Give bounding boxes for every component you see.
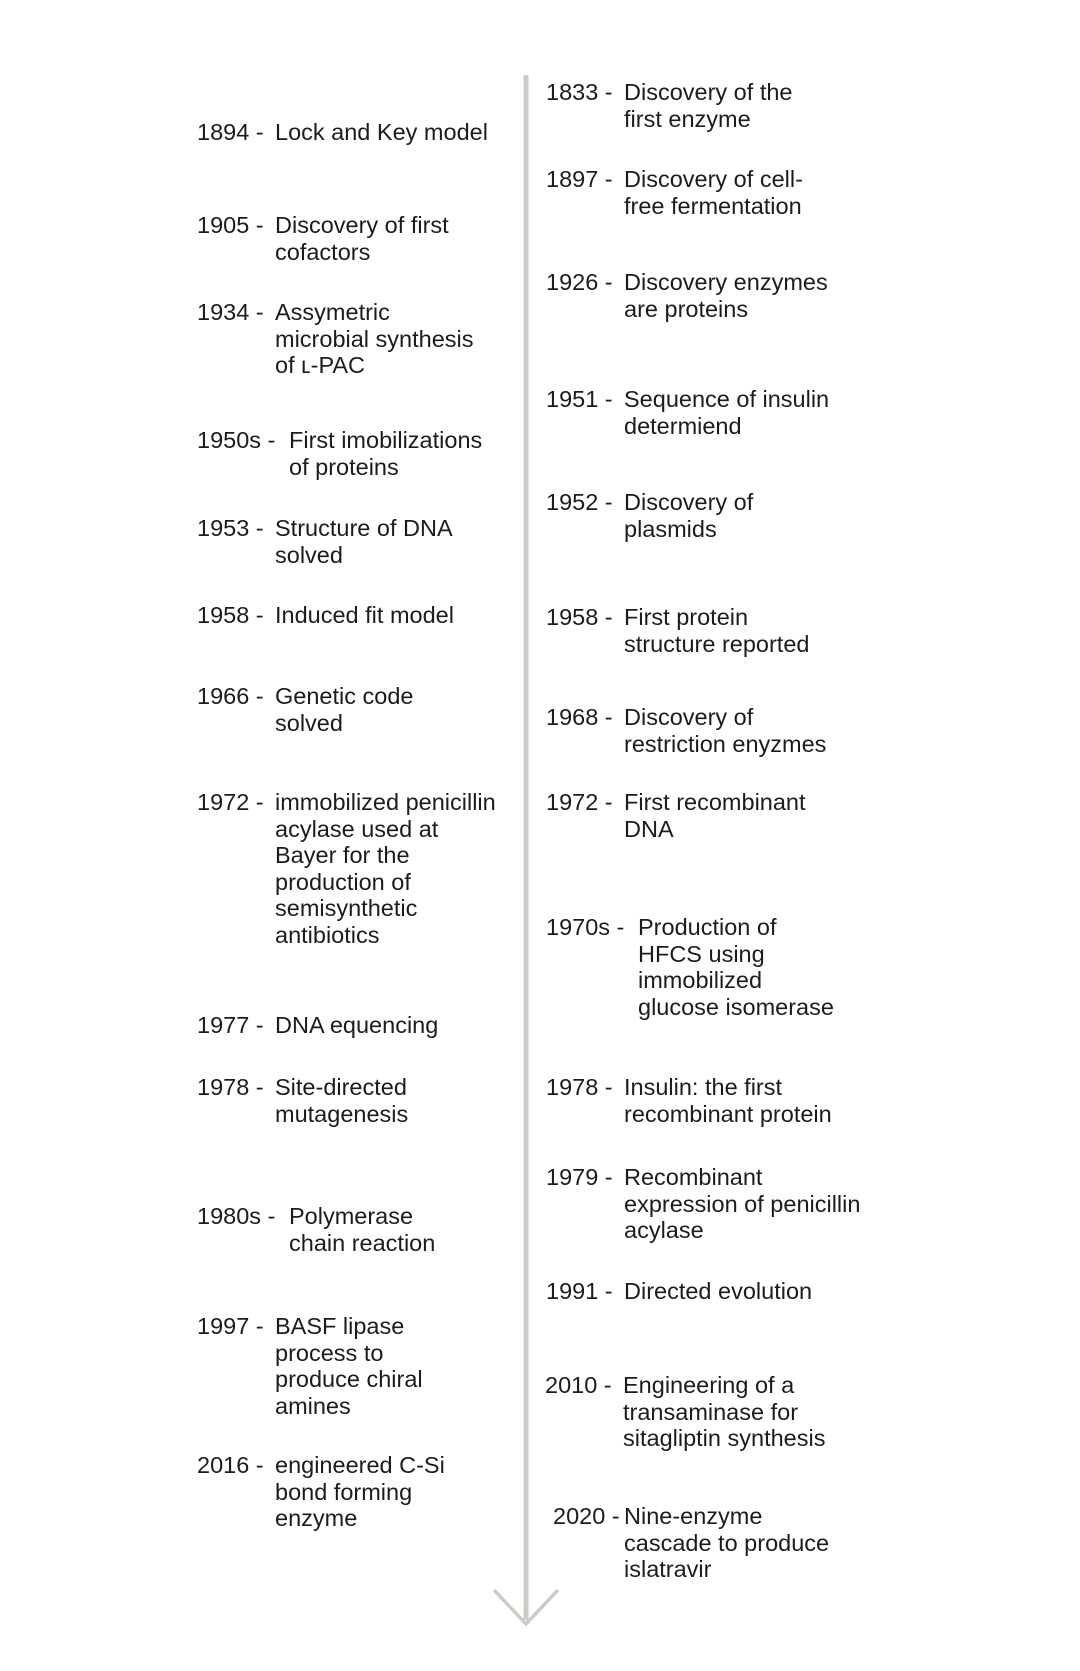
right-event	[553, 1503, 829, 1583]
event-description: First protein structure reported	[624, 604, 810, 657]
right-event	[546, 79, 792, 132]
left-event	[197, 1012, 438, 1039]
event-year: 1972 -	[197, 789, 271, 815]
event-year: 1966 -	[197, 683, 271, 709]
event-year: 1953 -	[197, 515, 271, 541]
event-year: 1997 -	[197, 1313, 271, 1339]
event-description: Sequence of insulin determiend	[624, 386, 830, 439]
event-year: 1897 -	[546, 166, 620, 192]
event-year: 2020 -	[553, 1503, 627, 1529]
event-description: Directed evolution	[624, 1278, 813, 1304]
event-description: BASF lipase process to produce chiral amines	[275, 1313, 423, 1419]
event-description: Insulin: the first recombinant protein	[624, 1074, 832, 1127]
right-event	[546, 269, 828, 322]
left-event	[197, 789, 496, 948]
event-description: Discovery of cell- free fermentation	[624, 166, 803, 219]
left-event	[197, 683, 413, 736]
event-year: 1977 -	[197, 1012, 271, 1038]
event-year: 1968 -	[546, 704, 620, 730]
event-description: First imobilizations of proteins	[289, 427, 483, 480]
event-description: Assymetric microbial synthesis of ʟ-PAC	[275, 299, 474, 378]
event-year: 1978 -	[546, 1074, 620, 1100]
right-event	[546, 704, 826, 757]
event-description: Discovery of restriction enyzmes	[624, 704, 827, 757]
event-description: Site-directed mutagenesis	[275, 1074, 409, 1127]
event-year: 2016 -	[197, 1452, 271, 1478]
left-event	[197, 602, 454, 629]
event-description: Engineering of a transaminase for sitagliptin synthesis	[623, 1372, 826, 1451]
event-description: Nine-enzyme cascade to produce islatravir	[624, 1503, 830, 1582]
left-event	[197, 1452, 445, 1532]
event-year: 1972 -	[546, 789, 620, 815]
right-event	[546, 914, 834, 1020]
left-event	[197, 515, 453, 568]
event-description: DNA equencing	[275, 1012, 439, 1038]
event-description: Discovery of the first enzyme	[624, 79, 793, 132]
left-event	[197, 299, 474, 379]
event-year: 1833 -	[546, 79, 620, 105]
event-description: immobilized penicillin acylase used at Bayer for the production of semisynthetic antibiotics	[275, 789, 496, 948]
event-year: 1950s -	[197, 427, 282, 453]
right-event	[546, 386, 829, 439]
event-year: 1951 -	[546, 386, 620, 412]
event-year: 1952 -	[546, 489, 620, 515]
event-year: 1894 -	[197, 119, 271, 145]
right-event	[546, 1074, 832, 1127]
event-description: Recombinant expression of penicillin acylase	[624, 1164, 861, 1243]
right-event	[546, 1164, 860, 1244]
event-description: engineered C-Si bond forming enzyme	[275, 1452, 445, 1531]
event-description: Discovery enzymes are proteins	[624, 269, 828, 322]
event-description: Lock and Key model	[275, 119, 488, 145]
event-year: 1958 -	[197, 602, 271, 628]
right-event	[546, 166, 803, 219]
event-description: Production of HFCS using immobilized glucose isomerase	[638, 914, 834, 1020]
left-event	[197, 1313, 423, 1419]
event-description: Genetic code solved	[275, 683, 414, 736]
event-description: First recombinant DNA	[624, 789, 806, 842]
left-event	[197, 1074, 408, 1127]
event-year: 1980s -	[197, 1203, 282, 1229]
left-event	[197, 212, 449, 265]
event-description: Polymerase chain reaction	[289, 1203, 436, 1256]
event-year: 1991 -	[546, 1278, 620, 1304]
right-event	[546, 1278, 812, 1305]
event-year: 1979 -	[546, 1164, 620, 1190]
right-event	[545, 1372, 825, 1452]
right-event	[546, 604, 809, 657]
event-year: 1934 -	[197, 299, 271, 325]
left-event	[197, 427, 482, 480]
event-description: Discovery of plasmids	[624, 489, 754, 542]
event-description: Induced fit model	[275, 602, 454, 628]
event-year: 1970s -	[546, 914, 631, 940]
left-event	[197, 119, 488, 146]
event-year: 1905 -	[197, 212, 271, 238]
event-year: 1978 -	[197, 1074, 271, 1100]
event-year: 2010 -	[545, 1372, 619, 1398]
event-description: Discovery of first cofactors	[275, 212, 449, 265]
left-event	[197, 1203, 435, 1256]
event-year: 1958 -	[546, 604, 620, 630]
event-description: Structure of DNA solved	[275, 515, 453, 568]
right-event	[546, 789, 806, 842]
event-year: 1926 -	[546, 269, 620, 295]
right-event	[546, 489, 753, 542]
